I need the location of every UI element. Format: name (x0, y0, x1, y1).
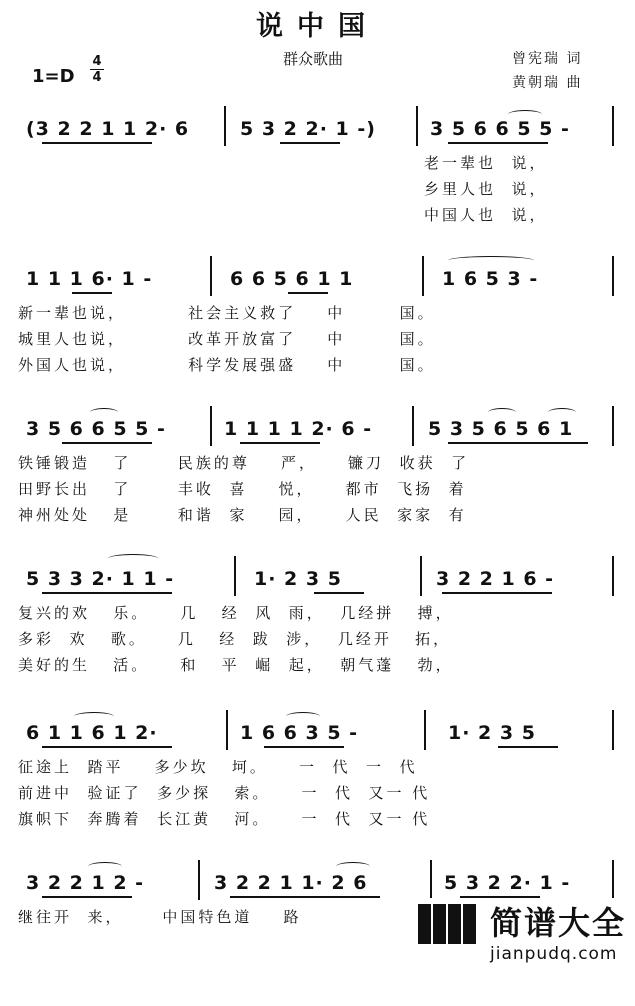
measure: 5 3 3 2· 1 1 - (26, 568, 175, 590)
measure: 3 5 6 6 5 5 - (26, 418, 166, 440)
lyric-line: 神州处处 是 和谐 家 园， 人民 家家 有 (18, 506, 467, 524)
lyric-line: 继往开 来， 中国特色道 路 (18, 908, 302, 926)
genre-label: 群众歌曲 (283, 50, 344, 68)
measure: 6 6 5 6 1 1 (230, 268, 354, 290)
composer-credit: 黄朝瑞 曲 (512, 75, 583, 91)
score-system-5 (0, 716, 635, 856)
lyric-line: 前进中 验证了 多少探 索。 一 代 又一 代 (18, 784, 431, 802)
measure: 3 2 2 1 2 - (26, 872, 145, 894)
lyric-line: 外国人也说， 科学发展强盛 中 国。 (18, 356, 436, 374)
measure: 3 2 2 1 6 - (436, 568, 555, 590)
measure: 5 3 2 2· 1 - (444, 872, 571, 894)
lyric-line: 乡里人也 说， (424, 180, 548, 198)
time-sig-bottom: 4 (92, 70, 102, 85)
measure: 1· 2 3 5 (448, 722, 536, 744)
measure: 5 3 5 6 5 6 1 (428, 418, 574, 440)
key-signature: 1=D (32, 66, 75, 87)
measure: 1 1 1 1 2· 6 - (224, 418, 373, 440)
lyric-line: 多彩 欢 歌。 几 经 跋 涉， 几经开 拓， (18, 630, 452, 648)
lyricist-credit: 曾宪瑞 词 (512, 51, 583, 67)
measure: 1 1 1 6· 1 - (26, 268, 153, 290)
measure: 1 6 5 3 - (442, 268, 539, 290)
measure: 5 3 2 2· 1 -) (240, 118, 376, 140)
time-signature (90, 54, 104, 85)
lyric-line: 美好的生 活。 和 平 崛 起， 朝气蓬 勃， (18, 656, 454, 674)
song-title: 说中国 (256, 11, 379, 42)
measure: 1· 2 3 5 (254, 568, 342, 590)
measure: 3 2 2 1 1· 2 6 (214, 872, 368, 894)
measure: (3 2 2 1 1 2· 6 (26, 118, 190, 140)
lyric-line: 复兴的欢 乐。 几 经 风 雨， 几经拼 搏， (18, 604, 454, 622)
lyric-line: 征途上 踏平 多少坎 坷。 一 代 一 代 (18, 758, 418, 776)
score-system-4 (0, 562, 635, 702)
score-system-3 (0, 412, 635, 552)
lyric-line: 铁锤锻造 了 民族的尊 严， 镰刀 收获 了 (18, 454, 470, 472)
logo-url: jianpudq.com (490, 944, 618, 964)
lyric-line: 老一辈也 说， (424, 154, 548, 172)
lyric-line: 中国人也 说， (424, 206, 548, 224)
score-system-1 (0, 112, 635, 252)
piano-keys-icon (418, 904, 482, 944)
lyric-line: 城里人也说， 改革开放富了 中 国。 (18, 330, 436, 348)
time-sig-top: 4 (92, 54, 102, 69)
site-logo (404, 898, 635, 972)
lyric-line: 旗帜下 奔腾着 长江黄 河。 一 代 又一 代 (18, 810, 431, 828)
score-system-2 (0, 262, 635, 402)
measure: 3 5 6 6 5 5 - (430, 118, 570, 140)
logo-name: 简谱大全 (490, 904, 627, 942)
lyric-line: 新一辈也说， 社会主义救了 中 国。 (18, 304, 436, 322)
lyric-line: 田野长出 了 丰收 喜 悦， 都市 飞扬 着 (18, 480, 467, 498)
measure: 6 1 1 6 1 2· (26, 722, 158, 744)
measure: 1 6 6 3 5 - (240, 722, 359, 744)
